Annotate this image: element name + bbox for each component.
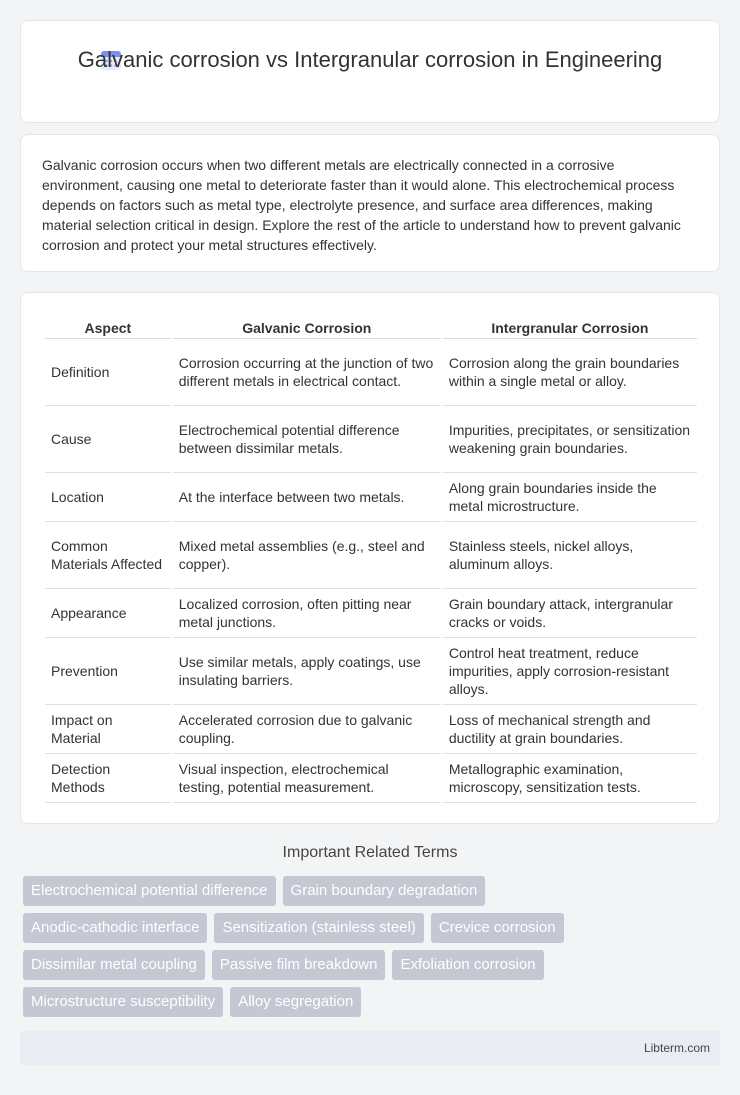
cell-intergranular: Control heat treatment, reduce impurities, apply corrosion-resistant alloys. xyxy=(443,638,697,705)
cell-aspect: Impact on Material xyxy=(45,705,171,754)
cell-galvanic: Use similar metals, apply coatings, use insulating barriers. xyxy=(173,638,441,705)
cell-intergranular: Along grain boundaries inside the metal microstructure. xyxy=(443,473,697,522)
related-term-tag[interactable]: Microstructure susceptibility xyxy=(23,987,223,1017)
footer xyxy=(20,1031,720,1065)
header-intergranular: Intergranular Corrosion xyxy=(443,311,697,339)
cell-aspect: Location xyxy=(45,473,171,522)
cell-galvanic: Electrochemical potential difference between dissimilar metals. xyxy=(173,406,441,473)
cell-intergranular: Stainless steels, nickel alloys, aluminum alloys. xyxy=(443,522,697,589)
cell-galvanic: Corrosion occurring at the junction of two different metals in electrical contact. xyxy=(173,339,441,406)
cell-intergranular: Loss of mechanical strength and ductility at grain boundaries. xyxy=(443,705,697,754)
comparison-table xyxy=(43,311,699,803)
page-title: Galvanic corrosion vs Intergranular corrosion in Engineering xyxy=(77,47,663,72)
header-galvanic: Galvanic Corrosion xyxy=(173,311,441,339)
table-row xyxy=(45,705,697,754)
related-term-tag[interactable]: Alloy segregation xyxy=(230,987,361,1017)
related-term-tag[interactable]: Passive film breakdown xyxy=(212,950,386,980)
cell-aspect: Common Materials Affected xyxy=(45,522,171,589)
table-row xyxy=(45,638,697,705)
cell-intergranular: Metallographic examination, microscopy, sensitization tests. xyxy=(443,754,697,803)
related-term-tag[interactable]: Electrochemical potential difference xyxy=(23,876,276,906)
cell-intergranular: Corrosion along the grain boundaries within a single metal or alloy. xyxy=(443,339,697,406)
table-row xyxy=(45,473,697,522)
related-term-tag[interactable]: Anodic-cathodic interface xyxy=(23,913,207,943)
cell-galvanic: Localized corrosion, often pitting near metal junctions. xyxy=(173,589,441,638)
table-row xyxy=(45,589,697,638)
related-term-tag[interactable]: Grain boundary degradation xyxy=(283,876,486,906)
tag-row xyxy=(23,987,723,1017)
tag-row xyxy=(23,876,723,906)
cell-galvanic: At the interface between two metals. xyxy=(173,473,441,522)
related-term-tag[interactable]: Dissimilar metal coupling xyxy=(23,950,205,980)
related-term-tag[interactable]: Sensitization (stainless steel) xyxy=(214,913,423,943)
table-header-row xyxy=(45,311,697,339)
related-terms-title: Important Related Terms xyxy=(282,844,458,861)
tag-row xyxy=(23,950,723,980)
table-row xyxy=(45,754,697,803)
footer-site-link[interactable]: Libterm.com xyxy=(643,1041,710,1055)
table-row xyxy=(45,522,697,589)
header-aspect: Aspect xyxy=(45,311,171,339)
related-term-tag[interactable]: Exfoliation corrosion xyxy=(392,950,543,980)
table-row xyxy=(45,406,697,473)
cell-aspect: Detection Methods xyxy=(45,754,171,803)
cell-galvanic: Mixed metal assemblies (e.g., steel and copper). xyxy=(173,522,441,589)
cell-aspect: Cause xyxy=(45,406,171,473)
comparison-card xyxy=(20,292,720,824)
cell-galvanic: Visual inspection, electrochemical testing, potential measurement. xyxy=(173,754,441,803)
title-card xyxy=(20,20,720,123)
cell-aspect: Prevention xyxy=(45,638,171,705)
intro-card xyxy=(20,134,720,272)
tag-row xyxy=(23,913,723,943)
related-terms-list xyxy=(23,876,723,1024)
intro-paragraph: Galvanic corrosion occurs when two different metals are electrically connected in a corrosive environment, causing one metal to deteriorate faster than it would alone. This electrochemical process depends on factors such as metal type, electrolyte presence, and surface area differences, making material selection critical in design. Explore the rest of the article to understand how to prevent galvanic corrosion and protect your metal structures effectively. xyxy=(42,157,681,253)
cell-intergranular: Grain boundary attack, intergranular cracks or voids. xyxy=(443,589,697,638)
cell-aspect: Definition xyxy=(45,339,171,406)
cell-galvanic: Accelerated corrosion due to galvanic coupling. xyxy=(173,705,441,754)
cell-intergranular: Impurities, precipitates, or sensitization weakening grain boundaries. xyxy=(443,406,697,473)
cell-aspect: Appearance xyxy=(45,589,171,638)
related-term-tag[interactable]: Crevice corrosion xyxy=(431,913,564,943)
table-row xyxy=(45,339,697,406)
